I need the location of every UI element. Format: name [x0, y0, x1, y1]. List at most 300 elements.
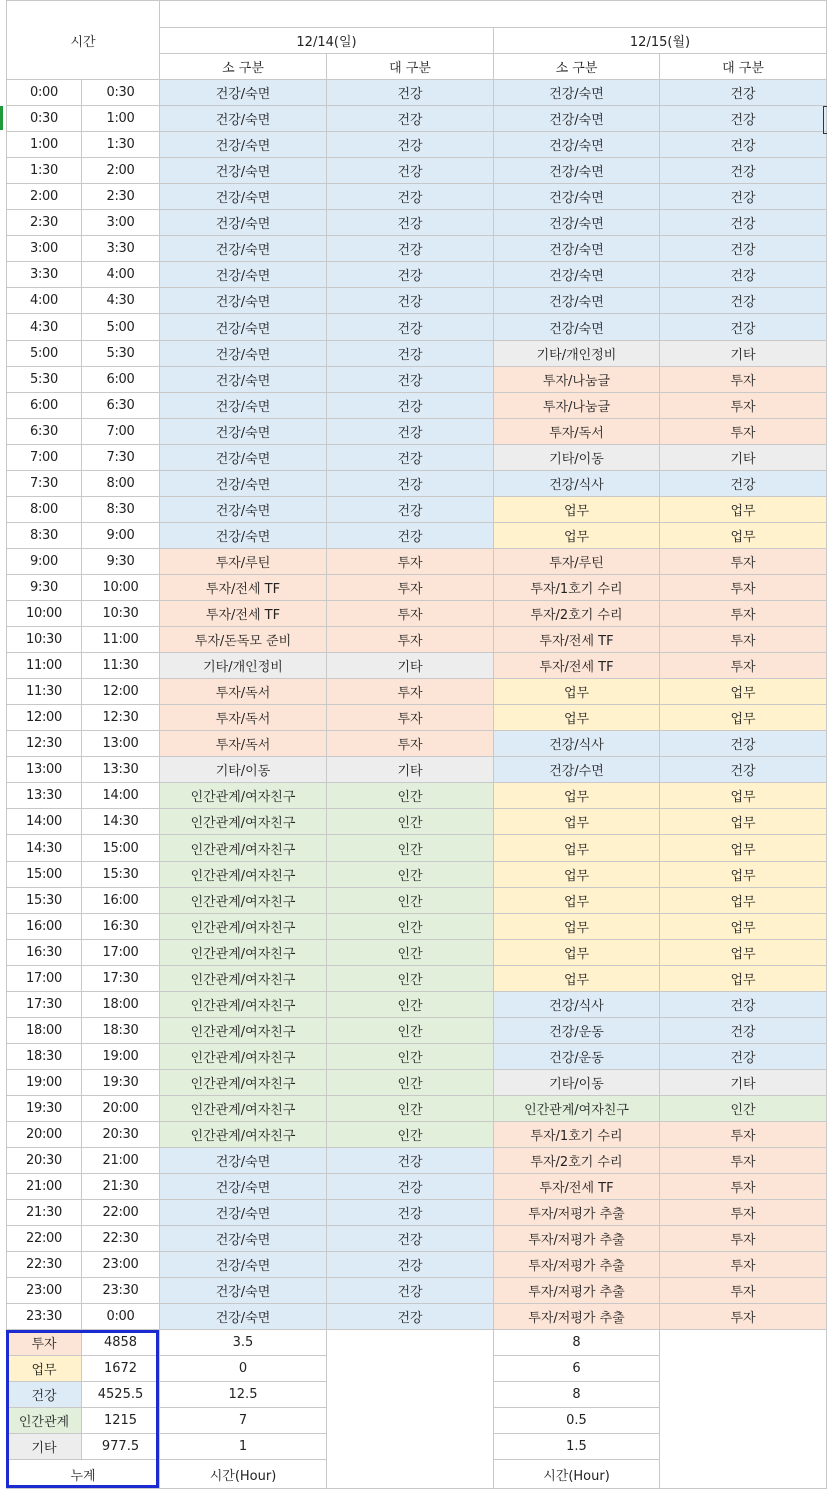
time-end[interactable]: 10:00 — [82, 575, 160, 601]
summary-empty-col[interactable] — [327, 1330, 494, 1489]
activity-detail-cell[interactable]: 인간관계/여자친구 — [160, 966, 327, 992]
activity-detail-cell[interactable]: 인간관계/여자친구 — [160, 809, 327, 835]
time-start[interactable]: 10:30 — [6, 627, 82, 653]
activity-category-cell[interactable]: 건강 — [327, 419, 494, 445]
activity-category-cell[interactable]: 인간 — [327, 862, 494, 888]
activity-category-cell[interactable]: 투자 — [660, 1122, 827, 1148]
time-end[interactable]: 0:30 — [82, 80, 160, 106]
activity-detail-cell[interactable]: 건강/숙면 — [160, 1200, 327, 1226]
activity-detail-cell[interactable]: 업무 — [494, 940, 660, 966]
time-start[interactable]: 6:00 — [6, 393, 82, 419]
activity-category-cell[interactable]: 업무 — [660, 497, 827, 523]
activity-category-cell[interactable]: 투자 — [660, 1174, 827, 1200]
activity-detail-cell[interactable]: 건강/식사 — [494, 992, 660, 1018]
time-start[interactable]: 2:00 — [6, 184, 82, 210]
summary-total[interactable]: 1215 — [82, 1408, 160, 1434]
activity-category-cell[interactable]: 건강 — [327, 1226, 494, 1252]
activity-category-cell[interactable]: 인간 — [327, 1070, 494, 1096]
time-end[interactable]: 15:00 — [82, 835, 160, 862]
activity-category-cell[interactable]: 건강 — [660, 731, 827, 757]
time-end[interactable]: 3:00 — [82, 210, 160, 236]
activity-detail-cell[interactable]: 업무 — [494, 835, 660, 862]
time-start[interactable]: 7:30 — [6, 471, 82, 497]
activity-detail-cell[interactable]: 건강/숙면 — [494, 132, 660, 158]
summary-category-label[interactable]: 기타 — [6, 1434, 82, 1460]
activity-category-cell[interactable]: 기타 — [327, 757, 494, 783]
activity-category-cell[interactable]: 투자 — [660, 367, 827, 393]
time-end[interactable]: 8:30 — [82, 497, 160, 523]
time-end[interactable]: 5:30 — [82, 341, 160, 367]
summary-hours-day1[interactable]: 0 — [160, 1356, 327, 1382]
activity-category-cell[interactable]: 건강 — [327, 367, 494, 393]
time-start[interactable]: 20:30 — [6, 1148, 82, 1174]
activity-category-cell[interactable]: 인간 — [327, 940, 494, 966]
activity-detail-cell[interactable]: 건강/숙면 — [160, 471, 327, 497]
activity-detail-cell[interactable]: 투자/독서 — [160, 731, 327, 757]
time-start[interactable]: 19:00 — [6, 1070, 82, 1096]
activity-detail-cell[interactable]: 업무 — [494, 809, 660, 835]
activity-detail-cell[interactable]: 인간관계/여자친구 — [160, 835, 327, 862]
activity-category-cell[interactable]: 업무 — [660, 940, 827, 966]
time-end[interactable]: 9:30 — [82, 549, 160, 575]
time-end[interactable]: 14:00 — [82, 783, 160, 809]
time-end[interactable]: 3:30 — [82, 236, 160, 262]
time-end[interactable]: 19:30 — [82, 1070, 160, 1096]
time-start[interactable]: 14:30 — [6, 835, 82, 862]
activity-detail-cell[interactable]: 건강/숙면 — [160, 1252, 327, 1278]
time-end[interactable]: 19:00 — [82, 1044, 160, 1070]
activity-detail-cell[interactable]: 투자/전세 TF — [494, 1174, 660, 1200]
time-start[interactable]: 17:00 — [6, 966, 82, 992]
activity-detail-cell[interactable]: 건강/식사 — [494, 471, 660, 497]
summary-category-label[interactable]: 투자 — [6, 1330, 82, 1356]
activity-category-cell[interactable]: 건강 — [327, 1252, 494, 1278]
activity-detail-cell[interactable]: 건강/식사 — [494, 731, 660, 757]
activity-detail-cell[interactable]: 건강/숙면 — [494, 314, 660, 341]
activity-detail-cell[interactable]: 투자/독서 — [160, 679, 327, 705]
time-start[interactable]: 15:00 — [6, 862, 82, 888]
time-start[interactable]: 4:30 — [6, 314, 82, 341]
summary-hours-day1[interactable]: 12.5 — [160, 1382, 327, 1408]
summary-total[interactable]: 4858 — [82, 1330, 160, 1356]
activity-category-cell[interactable]: 업무 — [660, 809, 827, 835]
time-end[interactable]: 14:30 — [82, 809, 160, 835]
activity-detail-cell[interactable]: 건강/숙면 — [160, 184, 327, 210]
activity-detail-cell[interactable]: 기타/개인정비 — [160, 653, 327, 679]
time-start[interactable]: 13:00 — [6, 757, 82, 783]
activity-category-cell[interactable]: 업무 — [660, 705, 827, 731]
time-start[interactable]: 4:00 — [6, 288, 82, 314]
time-end[interactable]: 18:00 — [82, 992, 160, 1018]
activity-detail-cell[interactable]: 인간관계/여자친구 — [160, 1122, 327, 1148]
activity-category-cell[interactable]: 건강 — [660, 80, 827, 106]
time-end[interactable]: 17:30 — [82, 966, 160, 992]
activity-detail-cell[interactable]: 투자/저평가 추출 — [494, 1252, 660, 1278]
activity-detail-cell[interactable]: 건강/숙면 — [494, 210, 660, 236]
activity-detail-cell[interactable]: 기타/개인정비 — [494, 341, 660, 367]
activity-category-cell[interactable]: 건강 — [660, 106, 827, 132]
activity-category-cell[interactable]: 투자 — [660, 1278, 827, 1304]
activity-category-cell[interactable]: 건강 — [327, 158, 494, 184]
time-start[interactable]: 11:00 — [6, 653, 82, 679]
activity-category-cell[interactable]: 투자 — [660, 419, 827, 445]
time-end[interactable]: 4:30 — [82, 288, 160, 314]
activity-detail-cell[interactable]: 업무 — [494, 497, 660, 523]
summary-category-label[interactable]: 업무 — [6, 1356, 82, 1382]
activity-detail-cell[interactable]: 투자/나눔글 — [494, 367, 660, 393]
activity-category-cell[interactable]: 건강 — [327, 262, 494, 288]
activity-detail-cell[interactable]: 투자/1호기 수리 — [494, 1122, 660, 1148]
time-end[interactable]: 11:30 — [82, 653, 160, 679]
activity-detail-cell[interactable]: 건강/숙면 — [494, 288, 660, 314]
activity-detail-cell[interactable]: 건강/숙면 — [160, 393, 327, 419]
activity-category-cell[interactable]: 기타 — [660, 1070, 827, 1096]
time-start[interactable]: 18:30 — [6, 1044, 82, 1070]
time-end[interactable]: 6:00 — [82, 367, 160, 393]
activity-detail-cell[interactable]: 건강/숙면 — [160, 106, 327, 132]
activity-category-cell[interactable]: 건강 — [327, 184, 494, 210]
activity-detail-cell[interactable]: 인간관계/여자친구 — [160, 1044, 327, 1070]
time-end[interactable]: 23:30 — [82, 1278, 160, 1304]
summary-hours-day1[interactable]: 7 — [160, 1408, 327, 1434]
activity-detail-cell[interactable]: 건강/숙면 — [160, 419, 327, 445]
time-end[interactable]: 2:00 — [82, 158, 160, 184]
time-start[interactable]: 23:30 — [6, 1304, 82, 1330]
time-end[interactable]: 7:00 — [82, 419, 160, 445]
time-end[interactable]: 21:30 — [82, 1174, 160, 1200]
time-start[interactable]: 9:30 — [6, 575, 82, 601]
time-end[interactable]: 7:30 — [82, 445, 160, 471]
time-start[interactable]: 5:30 — [6, 367, 82, 393]
header-date[interactable]: 12/14(일) — [160, 28, 494, 54]
time-end[interactable]: 13:00 — [82, 731, 160, 757]
activity-category-cell[interactable]: 업무 — [660, 835, 827, 862]
time-start[interactable]: 15:30 — [6, 888, 82, 914]
activity-detail-cell[interactable]: 인간관계/여자친구 — [160, 1018, 327, 1044]
activity-category-cell[interactable]: 업무 — [660, 888, 827, 914]
activity-category-cell[interactable]: 건강 — [660, 757, 827, 783]
time-end[interactable]: 21:00 — [82, 1148, 160, 1174]
activity-category-cell[interactable]: 업무 — [660, 679, 827, 705]
activity-category-cell[interactable]: 건강 — [327, 445, 494, 471]
activity-category-cell[interactable]: 건강 — [327, 1174, 494, 1200]
activity-category-cell[interactable]: 건강 — [327, 497, 494, 523]
time-end[interactable]: 22:30 — [82, 1226, 160, 1252]
activity-detail-cell[interactable]: 건강/운동 — [494, 1018, 660, 1044]
activity-detail-cell[interactable]: 투자/2호기 수리 — [494, 601, 660, 627]
activity-category-cell[interactable]: 인간 — [660, 1096, 827, 1122]
activity-category-cell[interactable]: 건강 — [660, 236, 827, 262]
time-end[interactable]: 6:30 — [82, 393, 160, 419]
activity-detail-cell[interactable]: 업무 — [494, 705, 660, 731]
activity-detail-cell[interactable]: 건강/숙면 — [160, 1148, 327, 1174]
header-date[interactable]: 12/15(월) — [494, 28, 827, 54]
activity-category-cell[interactable]: 투자 — [660, 601, 827, 627]
activity-category-cell[interactable]: 업무 — [660, 523, 827, 549]
activity-detail-cell[interactable]: 업무 — [494, 966, 660, 992]
time-start[interactable]: 17:30 — [6, 992, 82, 1018]
time-end[interactable]: 20:30 — [82, 1122, 160, 1148]
activity-category-cell[interactable]: 투자 — [327, 575, 494, 601]
time-start[interactable]: 1:30 — [6, 158, 82, 184]
activity-detail-cell[interactable]: 투자/루틴 — [494, 549, 660, 575]
activity-category-cell[interactable]: 투자 — [660, 575, 827, 601]
time-start[interactable]: 14:00 — [6, 809, 82, 835]
activity-detail-cell[interactable]: 투자/돈독모 준비 — [160, 627, 327, 653]
time-end[interactable]: 18:30 — [82, 1018, 160, 1044]
time-start[interactable]: 16:30 — [6, 940, 82, 966]
time-end[interactable]: 4:00 — [82, 262, 160, 288]
activity-category-cell[interactable]: 인간 — [327, 1122, 494, 1148]
activity-detail-cell[interactable]: 건강/숙면 — [160, 80, 327, 106]
activity-category-cell[interactable]: 업무 — [660, 966, 827, 992]
time-end[interactable]: 10:30 — [82, 601, 160, 627]
activity-detail-cell[interactable]: 건강/숙면 — [160, 341, 327, 367]
activity-category-cell[interactable]: 투자 — [660, 393, 827, 419]
activity-category-cell[interactable]: 투자 — [327, 549, 494, 575]
time-end[interactable]: 16:00 — [82, 888, 160, 914]
time-start[interactable]: 3:00 — [6, 236, 82, 262]
activity-category-cell[interactable]: 건강 — [660, 1044, 827, 1070]
activity-detail-cell[interactable]: 인간관계/여자친구 — [160, 992, 327, 1018]
activity-detail-cell[interactable]: 건강/숙면 — [160, 1278, 327, 1304]
activity-category-cell[interactable]: 기타 — [327, 653, 494, 679]
activity-detail-cell[interactable]: 투자/전세 TF — [494, 653, 660, 679]
time-start[interactable]: 0:30 — [6, 106, 82, 132]
activity-category-cell[interactable]: 투자 — [660, 1252, 827, 1278]
summary-hours-day1[interactable]: 3.5 — [160, 1330, 327, 1356]
activity-category-cell[interactable]: 투자 — [660, 1148, 827, 1174]
summary-hours-day2[interactable]: 0.5 — [494, 1408, 660, 1434]
activity-detail-cell[interactable]: 건강/숙면 — [160, 445, 327, 471]
activity-detail-cell[interactable]: 건강/숙면 — [160, 132, 327, 158]
summary-cumulative-label[interactable]: 누계 — [6, 1460, 160, 1489]
activity-category-cell[interactable]: 투자 — [660, 1304, 827, 1330]
activity-category-cell[interactable]: 투자 — [660, 627, 827, 653]
time-start[interactable]: 16:00 — [6, 914, 82, 940]
activity-category-cell[interactable]: 업무 — [660, 783, 827, 809]
activity-category-cell[interactable]: 건강 — [660, 132, 827, 158]
time-start[interactable]: 8:00 — [6, 497, 82, 523]
activity-detail-cell[interactable]: 건강/숙면 — [160, 288, 327, 314]
summary-hours-day2[interactable]: 8 — [494, 1382, 660, 1408]
activity-detail-cell[interactable]: 투자/2호기 수리 — [494, 1148, 660, 1174]
time-end[interactable]: 12:00 — [82, 679, 160, 705]
activity-category-cell[interactable]: 투자 — [327, 627, 494, 653]
activity-detail-cell[interactable]: 건강/숙면 — [160, 1226, 327, 1252]
time-end[interactable]: 22:00 — [82, 1200, 160, 1226]
activity-category-cell[interactable]: 건강 — [327, 1304, 494, 1330]
time-end[interactable]: 1:30 — [82, 132, 160, 158]
activity-category-cell[interactable]: 인간 — [327, 1096, 494, 1122]
activity-category-cell[interactable]: 인간 — [327, 783, 494, 809]
summary-total[interactable]: 4525.5 — [82, 1382, 160, 1408]
time-end[interactable]: 2:30 — [82, 184, 160, 210]
activity-category-cell[interactable]: 건강 — [660, 314, 827, 341]
activity-detail-cell[interactable]: 인간관계/여자친구 — [160, 783, 327, 809]
activity-category-cell[interactable]: 인간 — [327, 1018, 494, 1044]
activity-detail-cell[interactable]: 기타/이동 — [494, 445, 660, 471]
summary-total[interactable]: 977.5 — [82, 1434, 160, 1460]
activity-detail-cell[interactable]: 기타/이동 — [494, 1070, 660, 1096]
activity-detail-cell[interactable]: 건강/숙면 — [494, 106, 660, 132]
summary-total[interactable]: 1672 — [82, 1356, 160, 1382]
time-start[interactable]: 3:30 — [6, 262, 82, 288]
activity-detail-cell[interactable]: 투자/저평가 추출 — [494, 1278, 660, 1304]
activity-category-cell[interactable]: 건강 — [327, 210, 494, 236]
time-start[interactable]: 7:00 — [6, 445, 82, 471]
time-start[interactable]: 21:30 — [6, 1200, 82, 1226]
activity-category-cell[interactable]: 투자 — [660, 653, 827, 679]
activity-category-cell[interactable]: 인간 — [327, 966, 494, 992]
activity-detail-cell[interactable]: 건강/숙면 — [494, 236, 660, 262]
time-start[interactable]: 11:30 — [6, 679, 82, 705]
time-start[interactable]: 6:30 — [6, 419, 82, 445]
activity-detail-cell[interactable]: 건강/숙면 — [160, 1174, 327, 1200]
activity-category-cell[interactable]: 인간 — [327, 992, 494, 1018]
summary-hours-day2[interactable]: 1.5 — [494, 1434, 660, 1460]
summary-hours-day1[interactable]: 1 — [160, 1434, 327, 1460]
activity-detail-cell[interactable]: 건강/숙면 — [160, 523, 327, 549]
activity-category-cell[interactable]: 투자 — [660, 1226, 827, 1252]
time-start[interactable]: 22:00 — [6, 1226, 82, 1252]
header-col-small[interactable]: 소 구분 — [494, 54, 660, 80]
activity-category-cell[interactable]: 기타 — [660, 445, 827, 471]
activity-category-cell[interactable]: 건강 — [327, 1200, 494, 1226]
time-start[interactable]: 23:00 — [6, 1278, 82, 1304]
activity-category-cell[interactable]: 건강 — [660, 184, 827, 210]
activity-category-cell[interactable]: 건강 — [660, 210, 827, 236]
time-start[interactable]: 21:00 — [6, 1174, 82, 1200]
summary-category-label[interactable]: 인간관계 — [6, 1408, 82, 1434]
time-end[interactable]: 17:00 — [82, 940, 160, 966]
activity-detail-cell[interactable]: 건강/숙면 — [160, 497, 327, 523]
activity-detail-cell[interactable]: 건강/운동 — [494, 1044, 660, 1070]
activity-detail-cell[interactable]: 투자/전세 TF — [160, 575, 327, 601]
activity-detail-cell[interactable]: 인간관계/여자친구 — [160, 1070, 327, 1096]
time-start[interactable]: 9:00 — [6, 549, 82, 575]
time-end[interactable]: 12:30 — [82, 705, 160, 731]
activity-category-cell[interactable]: 투자 — [327, 679, 494, 705]
header-time[interactable]: 시간 — [6, 0, 160, 80]
time-end[interactable]: 20:00 — [82, 1096, 160, 1122]
activity-category-cell[interactable]: 건강 — [327, 471, 494, 497]
activity-detail-cell[interactable]: 건강/숙면 — [494, 262, 660, 288]
activity-detail-cell[interactable]: 인간관계/여자친구 — [160, 1096, 327, 1122]
activity-category-cell[interactable]: 건강 — [327, 106, 494, 132]
time-end[interactable]: 15:30 — [82, 862, 160, 888]
activity-category-cell[interactable]: 건강 — [327, 80, 494, 106]
activity-category-cell[interactable]: 인간 — [327, 809, 494, 835]
summary-unit-day2[interactable]: 시간(Hour) — [494, 1460, 660, 1489]
activity-detail-cell[interactable]: 업무 — [494, 783, 660, 809]
time-start[interactable]: 19:30 — [6, 1096, 82, 1122]
activity-detail-cell[interactable]: 투자/독서 — [160, 705, 327, 731]
summary-empty-col[interactable] — [660, 1330, 827, 1489]
activity-category-cell[interactable]: 건강 — [327, 314, 494, 341]
activity-category-cell[interactable]: 건강 — [327, 132, 494, 158]
activity-category-cell[interactable]: 건강 — [660, 1018, 827, 1044]
activity-detail-cell[interactable]: 투자/루틴 — [160, 549, 327, 575]
activity-detail-cell[interactable]: 건강/숙면 — [160, 262, 327, 288]
activity-detail-cell[interactable]: 투자/독서 — [494, 419, 660, 445]
activity-detail-cell[interactable]: 건강/숙면 — [160, 1304, 327, 1330]
time-start[interactable]: 5:00 — [6, 341, 82, 367]
activity-detail-cell[interactable]: 업무 — [494, 679, 660, 705]
time-start[interactable]: 12:30 — [6, 731, 82, 757]
time-end[interactable]: 23:00 — [82, 1252, 160, 1278]
activity-category-cell[interactable]: 건강 — [660, 288, 827, 314]
activity-detail-cell[interactable]: 건강/숙면 — [160, 314, 327, 341]
activity-detail-cell[interactable]: 인간관계/여자친구 — [160, 940, 327, 966]
activity-detail-cell[interactable]: 투자/전세 TF — [494, 627, 660, 653]
activity-category-cell[interactable]: 건강 — [327, 288, 494, 314]
activity-detail-cell[interactable]: 업무 — [494, 862, 660, 888]
activity-category-cell[interactable]: 건강 — [327, 341, 494, 367]
activity-detail-cell[interactable]: 투자/나눔글 — [494, 393, 660, 419]
activity-detail-cell[interactable]: 투자/저평가 추출 — [494, 1304, 660, 1330]
activity-detail-cell[interactable]: 건강/숙면 — [160, 210, 327, 236]
activity-category-cell[interactable]: 투자 — [327, 705, 494, 731]
time-end[interactable]: 5:00 — [82, 314, 160, 341]
activity-detail-cell[interactable]: 건강/숙면 — [494, 158, 660, 184]
activity-category-cell[interactable]: 건강 — [660, 992, 827, 1018]
activity-category-cell[interactable]: 건강 — [660, 471, 827, 497]
activity-detail-cell[interactable]: 업무 — [494, 523, 660, 549]
activity-category-cell[interactable]: 건강 — [327, 393, 494, 419]
time-end[interactable]: 1:00 — [82, 106, 160, 132]
time-start[interactable]: 18:00 — [6, 1018, 82, 1044]
time-start[interactable]: 8:30 — [6, 523, 82, 549]
activity-detail-cell[interactable]: 투자/저평가 추출 — [494, 1226, 660, 1252]
activity-category-cell[interactable]: 건강 — [327, 523, 494, 549]
activity-category-cell[interactable]: 건강 — [327, 1278, 494, 1304]
activity-detail-cell[interactable]: 건강/숙면 — [160, 158, 327, 184]
summary-hours-day2[interactable]: 8 — [494, 1330, 660, 1356]
activity-detail-cell[interactable]: 인간관계/여자친구 — [160, 862, 327, 888]
activity-category-cell[interactable]: 건강 — [660, 262, 827, 288]
activity-category-cell[interactable]: 건강 — [660, 158, 827, 184]
time-end[interactable]: 16:30 — [82, 914, 160, 940]
activity-category-cell[interactable]: 투자 — [660, 549, 827, 575]
activity-category-cell[interactable]: 인간 — [327, 914, 494, 940]
activity-detail-cell[interactable]: 인간관계/여자친구 — [494, 1096, 660, 1122]
time-end[interactable]: 8:00 — [82, 471, 160, 497]
activity-detail-cell[interactable]: 기타/이동 — [160, 757, 327, 783]
activity-category-cell[interactable]: 투자 — [327, 731, 494, 757]
activity-detail-cell[interactable]: 인간관계/여자친구 — [160, 914, 327, 940]
activity-category-cell[interactable]: 투자 — [660, 1200, 827, 1226]
summary-hours-day2[interactable]: 6 — [494, 1356, 660, 1382]
time-start[interactable]: 10:00 — [6, 601, 82, 627]
time-start[interactable]: 20:00 — [6, 1122, 82, 1148]
activity-category-cell[interactable]: 업무 — [660, 914, 827, 940]
summary-category-label[interactable]: 건강 — [6, 1382, 82, 1408]
time-end[interactable]: 11:00 — [82, 627, 160, 653]
header-col-big[interactable]: 대 구분 — [327, 54, 494, 80]
header-col-big[interactable]: 대 구분 — [660, 54, 827, 80]
time-start[interactable]: 12:00 — [6, 705, 82, 731]
activity-category-cell[interactable]: 인간 — [327, 1044, 494, 1070]
activity-category-cell[interactable]: 건강 — [327, 236, 494, 262]
activity-category-cell[interactable]: 기타 — [660, 341, 827, 367]
activity-category-cell[interactable]: 건강 — [327, 1148, 494, 1174]
activity-category-cell[interactable]: 투자 — [327, 601, 494, 627]
activity-detail-cell[interactable]: 건강/숙면 — [494, 80, 660, 106]
time-end[interactable]: 9:00 — [82, 523, 160, 549]
activity-detail-cell[interactable]: 업무 — [494, 888, 660, 914]
summary-unit-day1[interactable]: 시간(Hour) — [160, 1460, 327, 1489]
